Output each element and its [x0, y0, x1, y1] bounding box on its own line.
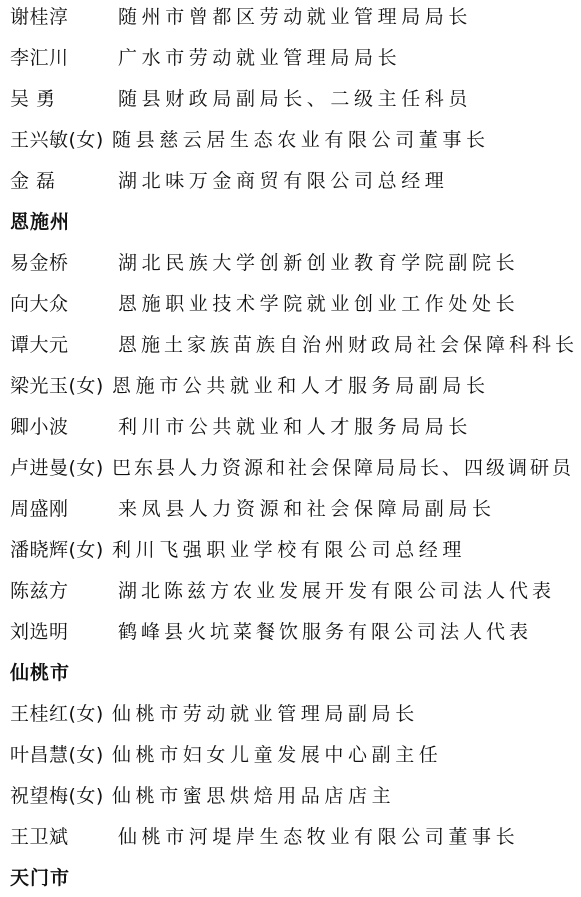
- person-name: 易金桥: [10, 252, 69, 274]
- list-item: [0, 815, 581, 856]
- person-name: 梁光玉(女): [10, 375, 104, 397]
- person-title: 随州市曾都区劳动就业管理局局长: [118, 6, 473, 28]
- person-name: 周盛刚: [10, 498, 69, 520]
- list-item: [0, 610, 581, 651]
- person-title: 随县慈云居生态农业有限公司董事长: [112, 129, 490, 151]
- section-heading-enshi: 恩施州: [10, 211, 71, 233]
- list-item: [0, 405, 581, 446]
- person-name: 卿小波: [10, 416, 69, 438]
- person-title: 利川市公共就业和人才服务局局长: [118, 416, 473, 438]
- list-item: [0, 692, 581, 733]
- person-title: 恩施职业技术学院就业创业工作处处长: [118, 293, 520, 315]
- list-item: [0, 528, 581, 569]
- person-title: 仙桃市蜜思烘焙用品店店主: [112, 785, 396, 807]
- person-name: 谢桂淳: [10, 6, 69, 28]
- person-name: 刘选明: [10, 621, 69, 643]
- person-name: 王桂红(女): [10, 703, 104, 725]
- list-item: [0, 774, 581, 815]
- person-name: 卢进曼(女): [10, 457, 104, 479]
- list-item: [0, 282, 581, 323]
- list-item: [0, 323, 581, 364]
- person-title: 湖北民族大学创新创业教育学院副院长: [118, 252, 520, 274]
- person-title: 湖北陈兹方农业发展开发有限公司法人代表: [118, 580, 556, 602]
- person-name: 叶昌慧(女): [10, 744, 104, 766]
- person-name: 潘晓辉(女): [10, 539, 104, 561]
- list-item: [0, 487, 581, 528]
- person-name: 李汇川: [10, 47, 69, 69]
- section-heading-xiantao: 仙桃市: [10, 662, 71, 684]
- person-title: 恩施市公共就业和人才服务局副局长: [112, 375, 490, 397]
- person-title: 湖北味万金商贸有限公司总经理: [118, 170, 449, 192]
- list-item: [0, 36, 581, 77]
- list-item: [0, 0, 581, 36]
- list-item: [0, 159, 581, 200]
- person-title: 仙桃市劳动就业管理局副局长: [112, 703, 419, 725]
- person-name: 向大众: [10, 293, 69, 315]
- person-title: 随县财政局副局长、二级主任科员: [118, 88, 473, 110]
- person-title: 恩施土家族苗族自治州财政局社会保障科科长: [118, 334, 579, 356]
- person-title: 来凤县人力资源和社会保障局副局长: [118, 498, 496, 520]
- person-name: 吴 勇: [10, 88, 56, 110]
- person-name: 谭大元: [10, 334, 69, 356]
- list-item: [0, 77, 581, 118]
- list-item: [0, 446, 581, 487]
- person-name: 王卫斌: [10, 826, 69, 848]
- list-item: [0, 364, 581, 405]
- section-heading-tianmen: 天门市: [10, 867, 71, 889]
- person-name: 王兴敏(女): [10, 129, 104, 151]
- list-item: [0, 241, 581, 282]
- person-name: 金 磊: [10, 170, 56, 192]
- person-name: 祝望梅(女): [10, 785, 104, 807]
- person-title: 利川飞强职业学校有限公司总经理: [112, 539, 467, 561]
- person-name: 陈兹方: [10, 580, 69, 602]
- person-title: 仙桃市妇女儿童发展中心副主任: [112, 744, 443, 766]
- list-item: [0, 733, 581, 774]
- list-item: [0, 118, 581, 159]
- person-title: 广水市劳动就业管理局局长: [118, 47, 402, 69]
- person-title: 鹤峰县火坑菜餐饮服务有限公司法人代表: [118, 621, 533, 643]
- person-title: 仙桃市河堤岸生态牧业有限公司董事长: [118, 826, 520, 848]
- list-item: [0, 569, 581, 610]
- person-title: 巴东县人力资源和社会保障局局长、四级调研员: [112, 457, 575, 479]
